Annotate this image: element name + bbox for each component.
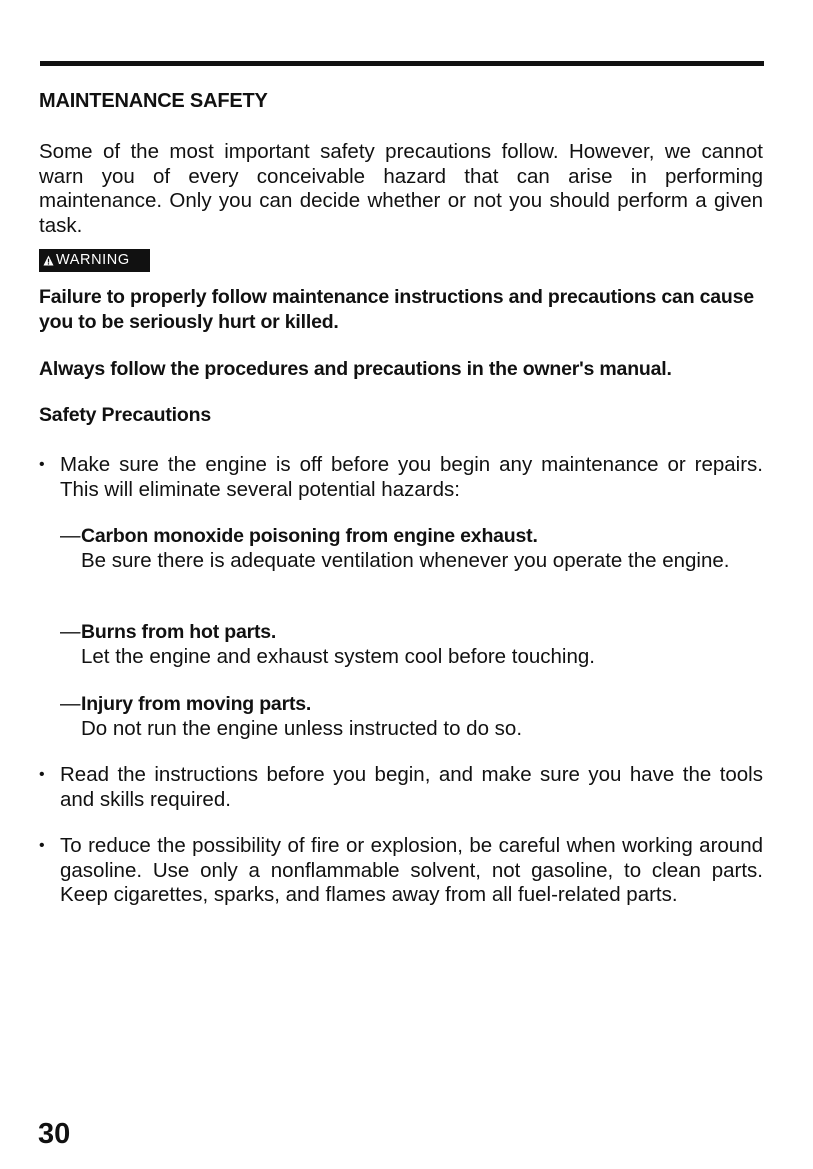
hazard-text: Let the engine and exhaust system cool before touching. [81, 644, 595, 668]
warning-triangle-icon [43, 255, 54, 266]
warning-label: WARNING [56, 252, 130, 268]
hazard-text: Do not run the engine unless instructed to do so. [81, 716, 523, 740]
dash-symbol: — [60, 620, 81, 643]
hazard-title: Burns from hot parts. [81, 621, 277, 643]
hazard-text: Be sure there is adequate ventilation whenever you operate the engine. [81, 548, 730, 572]
bullet-symbol: • [39, 837, 45, 854]
dash-symbol: — [60, 692, 81, 715]
intro-paragraph: Some of the most important safety precautions follow. However, we cannot warn you of every conceivable hazard that can arise in performing maintenance. Only you can decide whether or not you should perform a given task. [39, 140, 763, 237]
list-item [39, 453, 763, 502]
section-title: MAINTENANCE SAFETY [39, 90, 268, 112]
list-item [39, 834, 763, 908]
hazard-title: Carbon monoxide poisoning from engine exhaust. [81, 525, 538, 547]
bullet-text: Read the instructions before you begin, and make sure you have the tools and skills required. [60, 763, 763, 811]
bullet-symbol: • [39, 456, 45, 473]
hazard-item [60, 692, 763, 741]
hazard-title: Injury from moving parts. [81, 693, 312, 715]
bullet-symbol: • [39, 766, 45, 783]
list-item [39, 763, 763, 812]
top-rule [40, 61, 764, 66]
safety-precautions-heading: Safety Precautions [39, 404, 211, 426]
hazard-item [60, 524, 763, 573]
bullet-text: Make sure the engine is off before you begin any maintenance or repairs. This will eliminate several potential hazards: [60, 453, 763, 501]
warning-text: Failure to properly follow maintenance instructions and precautions can cause you to be seriously hurt or killed. [39, 286, 754, 333]
warning-badge [39, 249, 150, 272]
always-follow-text: Always follow the procedures and precautions in the owner's manual. [39, 358, 672, 380]
hazard-item [60, 620, 763, 669]
dash-symbol: — [60, 524, 81, 547]
page-number: 30 [38, 1118, 71, 1150]
bullet-text: To reduce the possibility of fire or explosion, be careful when working around gasoline. Use only a nonflammable solvent, not gasoline, to clean parts. Keep cigarettes, sparks, and flames away from all fuel-related parts. [60, 834, 763, 906]
